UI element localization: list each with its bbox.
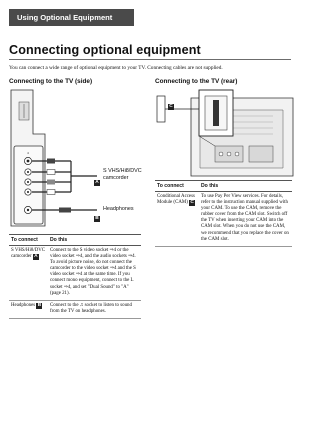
callout-headphones [94,206,100,224]
table-cell-device [155,192,199,247]
table-header-row [155,181,292,192]
section-tab: Using Optional Equipment [9,9,134,26]
rear-connection-heading: Connecting to the TV (rear) [155,78,238,85]
rear-panel-diagram [155,88,295,178]
intro-text: You can connect a wide range of optional equipment to your TV. Connecting cables are not supplied. [9,65,223,71]
callout-badge-b: B [95,216,99,221]
rear-connection-table [155,180,292,247]
callout-badge-a: A [95,180,99,185]
table-cell-action: To use Pay Per View services. For details, refer to the instruction manual supplied with your CAM. To use the CAM, remove the rubber cover from the CAM slot. Switch off the TV when inserting your CAM into the CAM slot. When you do not use the CAM, we recommend that you replace the cover on the CAM slot. [199,192,292,247]
table-header-do-this: Do this [48,235,141,246]
table-cell-action: Connect to the S video socket ⇒4 or the video socket ⇒4, and the audio sockets ⇒4. To avoid picture noise, do not connect the camcorder to the video socket ⇒4 and the S video socket ⇒4 at the same time. If you connect mono equipment, connect to the L socket ⇒4, and set "Dual Sound" to "A" (page 21). [48,246,141,301]
headphones-label: Headphones [103,206,134,212]
callout-badge-c: C [169,104,173,109]
table-cell-device [9,246,48,301]
table-row [9,246,141,301]
svg-text:4: 4 [27,151,29,155]
device-name: S VHS/Hi8/DVC camcorder [11,248,46,260]
table-cell-device [9,300,48,318]
callout-camcorder [94,170,100,188]
device-badge-c: C [190,200,194,206]
callout-cam [168,94,174,112]
table-header-to-connect: To connect [9,235,48,246]
device-badge-b: B [37,302,42,308]
page-title: Connecting optional equipment [9,43,201,57]
table-row [155,192,292,247]
device-badge-a: A [34,254,38,260]
side-connection-heading: Connecting to the TV (side) [9,78,93,85]
table-cell-action: Connect to the ♫ socket to listen to sound from the TV on headphones. [48,300,141,318]
table-header-row [9,235,141,246]
table-row [9,300,141,318]
table-header-do-this: Do this [199,181,292,192]
device-name: Headphones [11,302,36,308]
device-name: Conditional Access Module (CAM) [157,194,195,206]
table-header-to-connect: To connect [155,181,199,192]
camcorder-label: S VHS/Hi8/DVC camcorder [103,168,142,181]
side-connection-table [9,234,141,319]
title-rule [9,59,291,60]
